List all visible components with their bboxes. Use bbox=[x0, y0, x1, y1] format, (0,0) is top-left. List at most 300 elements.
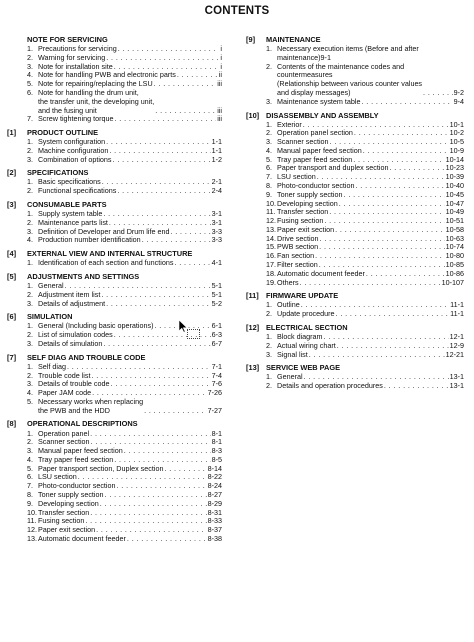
dot-leader bbox=[363, 147, 449, 156]
entry-number: 18. bbox=[266, 268, 276, 278]
entry-page-number: i bbox=[220, 52, 222, 62]
entry-number: 13. bbox=[27, 533, 37, 543]
dot-leader bbox=[320, 235, 445, 244]
toc-entry[interactable] bbox=[27, 187, 222, 196]
dot-leader bbox=[127, 535, 207, 544]
toc-section bbox=[7, 168, 222, 196]
entry-page-number: 8-37 bbox=[207, 525, 222, 535]
dot-leader bbox=[354, 129, 449, 138]
entry-label: Manual paper feed section bbox=[38, 446, 123, 456]
toc-section bbox=[7, 419, 222, 543]
entry-label: Screw tightening torque bbox=[38, 114, 114, 124]
entry-number: 11. bbox=[266, 207, 276, 217]
entry-label: Functional specifications bbox=[38, 186, 117, 196]
entry-page-number: 8-33 bbox=[207, 516, 222, 526]
entry-page-number: 10-45 bbox=[445, 189, 464, 199]
dot-leader bbox=[117, 187, 210, 196]
section-number: [6] bbox=[7, 312, 17, 322]
entry-label: Actual wiring chart bbox=[277, 340, 336, 350]
toc-entry[interactable] bbox=[266, 310, 464, 319]
entry-label: Combination of options bbox=[38, 154, 112, 164]
toc-section bbox=[7, 272, 222, 308]
section-heading[interactable] bbox=[246, 363, 464, 372]
section-title: ELECTRICAL SECTION bbox=[266, 322, 348, 332]
entry-label: Maintenance parts list bbox=[38, 217, 108, 227]
entry-label: Trouble code list bbox=[38, 370, 91, 380]
entry-label: Paper exit section bbox=[38, 525, 96, 535]
entry-number: 2. bbox=[266, 128, 272, 138]
entry-label: Tray paper feed section bbox=[277, 154, 353, 164]
entry-label: General bbox=[277, 372, 303, 382]
section-number bbox=[7, 35, 27, 44]
dot-leader bbox=[101, 291, 210, 300]
entry-number: 1. bbox=[27, 321, 33, 331]
entry-page-number: 6-3 bbox=[211, 330, 222, 340]
toc-right-column bbox=[246, 35, 464, 395]
entry-page-number: 13-1 bbox=[449, 381, 464, 391]
entry-number: 2. bbox=[27, 330, 33, 340]
selection-box bbox=[187, 329, 200, 339]
entry-label: Fusing section bbox=[38, 516, 85, 526]
entry-page-number: 6-1 bbox=[211, 321, 222, 331]
entry-number: 6. bbox=[27, 472, 33, 482]
dot-leader bbox=[174, 259, 210, 268]
dot-leader bbox=[100, 500, 207, 509]
dot-leader bbox=[142, 236, 211, 245]
entry-page-number: 13-1 bbox=[449, 372, 464, 382]
entry-label: Block diagram bbox=[277, 332, 323, 341]
entry-label: Operation panel section bbox=[277, 128, 353, 138]
entry-number: 12. bbox=[266, 216, 276, 226]
dot-leader bbox=[90, 509, 206, 518]
entry-page-number: 3-1 bbox=[211, 209, 222, 219]
entry-label: Scanner section bbox=[277, 137, 329, 147]
entry-page-number: 8-5 bbox=[211, 454, 222, 464]
entry-number: 3. bbox=[27, 226, 33, 236]
section-title: EXTERNAL VIEW AND INTERNAL STRUCTURE bbox=[27, 249, 193, 259]
entry-page-number: 12-9 bbox=[449, 340, 464, 350]
entry-number: 1. bbox=[27, 209, 33, 219]
entry-page-number: 8-27 bbox=[207, 489, 222, 499]
entry-number: 1. bbox=[266, 44, 272, 54]
entry-number: 16. bbox=[266, 251, 276, 261]
entry-label: Scanner section bbox=[38, 437, 90, 447]
entry-number: 5. bbox=[27, 396, 33, 406]
entry-number: 3. bbox=[27, 338, 33, 348]
entry-page-number: iii bbox=[217, 79, 222, 89]
entry-number: 7. bbox=[266, 172, 272, 182]
entry-number: 5. bbox=[27, 463, 33, 473]
dot-leader bbox=[324, 333, 449, 342]
entry-page-number: 10-58 bbox=[445, 224, 464, 234]
entry-label: Details of simulation bbox=[38, 338, 103, 348]
dot-leader bbox=[111, 380, 211, 389]
toc-section bbox=[246, 35, 464, 107]
toc-section bbox=[246, 363, 464, 391]
entry-page-number: 8-1 bbox=[211, 428, 222, 438]
entry-page-number: 3-3 bbox=[211, 235, 222, 245]
entry-page-number: 9-2 bbox=[453, 87, 464, 97]
entry-page-number: 2-1 bbox=[211, 177, 222, 187]
dot-leader bbox=[164, 465, 206, 474]
dot-leader bbox=[85, 517, 206, 526]
toc-entry[interactable] bbox=[266, 45, 464, 63]
entry-label: Necessary works when replacing the PWB and the HDD bbox=[38, 396, 144, 415]
entry-page-number: 8-14 bbox=[207, 463, 222, 473]
entry-number: 4. bbox=[27, 70, 33, 80]
entry-number: 11. bbox=[27, 516, 37, 526]
entry-number: 7. bbox=[27, 114, 33, 124]
entry-label: Update procedure bbox=[277, 309, 335, 319]
entry-label: Warning for servicing bbox=[38, 52, 106, 62]
entry-number: 2. bbox=[27, 289, 33, 299]
entry-page-number: 10-14 bbox=[445, 154, 464, 164]
entry-number: 1. bbox=[27, 361, 33, 371]
section-number: [9] bbox=[246, 35, 256, 44]
entry-page-number: 10-107 bbox=[441, 277, 464, 287]
entry-label: Necessary execution items (Before and after maintenance)9-1 bbox=[277, 44, 419, 62]
entry-label: Exterior bbox=[277, 119, 302, 129]
entry-page-number: 8-22 bbox=[207, 472, 222, 482]
toc-entry[interactable] bbox=[27, 300, 222, 309]
section-heading[interactable] bbox=[7, 35, 222, 44]
entry-label: Signal list bbox=[277, 349, 308, 359]
section-title: NOTE FOR SERVICING bbox=[27, 35, 108, 44]
entry-number: 4. bbox=[27, 388, 33, 398]
entry-number: 2. bbox=[27, 52, 33, 62]
entry-label: Details and operation procedures bbox=[277, 381, 383, 391]
dot-leader bbox=[300, 279, 441, 288]
section-number: [8] bbox=[7, 419, 17, 429]
section-heading[interactable] bbox=[7, 249, 222, 258]
section-title: SIMULATION bbox=[27, 312, 73, 322]
toc-section bbox=[246, 291, 464, 319]
entry-number: 3. bbox=[27, 379, 33, 389]
section-title: DISASSEMBLY AND ASSEMBLY bbox=[266, 110, 379, 120]
entry-page-number: 10-1 bbox=[449, 119, 464, 129]
dot-leader bbox=[144, 407, 207, 416]
entry-page-number: 8-29 bbox=[207, 498, 222, 508]
entry-number: 19. bbox=[266, 277, 276, 287]
toc-entry[interactable] bbox=[27, 236, 222, 245]
entry-page-number: 10-40 bbox=[445, 181, 464, 190]
entry-label: Paper exit section bbox=[277, 224, 335, 234]
section-number: [7] bbox=[7, 352, 17, 362]
section-number: [13] bbox=[246, 363, 260, 373]
section-number: [5] bbox=[7, 272, 17, 281]
entry-number: 1. bbox=[266, 300, 272, 310]
entry-page-number: 10-74 bbox=[445, 242, 464, 252]
entry-label: Developing section bbox=[38, 498, 99, 508]
entry-page-number: 3-3 bbox=[211, 226, 222, 236]
entry-label: List of simulation codes bbox=[38, 330, 113, 340]
entry-label: Operation panel bbox=[38, 428, 90, 438]
entry-page-number: 11-1 bbox=[450, 300, 464, 310]
entry-number: 1. bbox=[266, 332, 272, 341]
entry-label: Manual paper feed section bbox=[277, 145, 362, 155]
toc-section bbox=[7, 249, 222, 268]
section-title: SPECIFICATIONS bbox=[27, 168, 89, 178]
dot-leader bbox=[117, 482, 207, 491]
section-heading[interactable] bbox=[7, 128, 222, 137]
section-heading[interactable] bbox=[7, 353, 222, 362]
entry-label: General bbox=[38, 281, 64, 291]
section-title: SERVICE WEB PAGE bbox=[266, 363, 341, 373]
entry-label: Definition of Developer and Drum life end bbox=[38, 226, 170, 236]
dot-leader bbox=[106, 138, 210, 147]
entry-number: 3. bbox=[27, 298, 33, 308]
entry-number: 1. bbox=[27, 44, 33, 54]
entry-number: 1. bbox=[27, 428, 33, 438]
section-number: [2] bbox=[7, 168, 17, 178]
dot-leader bbox=[115, 115, 217, 124]
section-heading[interactable] bbox=[7, 312, 222, 321]
dot-leader bbox=[90, 430, 210, 439]
entry-number: 2. bbox=[27, 370, 33, 380]
dot-leader bbox=[336, 310, 450, 319]
entry-number: 1. bbox=[266, 372, 272, 382]
toc-entry[interactable] bbox=[27, 398, 222, 416]
entry-number: 13. bbox=[266, 224, 276, 234]
entry-label: Basic specifications bbox=[38, 177, 101, 187]
entry-label: PWB section bbox=[277, 242, 319, 252]
entry-number: 2. bbox=[27, 145, 33, 155]
toc-entry[interactable] bbox=[27, 115, 222, 124]
toc-left-column bbox=[7, 35, 222, 548]
entry-page-number: 10-2 bbox=[449, 128, 464, 138]
toc-entry[interactable] bbox=[266, 351, 464, 360]
toc-entry[interactable] bbox=[266, 279, 464, 288]
section-title: CONSUMABLE PARTS bbox=[27, 200, 107, 210]
entry-number: 7. bbox=[27, 481, 33, 491]
entry-label: LSU section bbox=[38, 472, 77, 482]
entry-number: 4. bbox=[27, 454, 33, 464]
section-heading[interactable] bbox=[7, 168, 222, 177]
section-heading[interactable] bbox=[7, 200, 222, 209]
entry-number: 17. bbox=[266, 260, 276, 270]
entry-number: 2. bbox=[266, 340, 272, 350]
entry-number: 3. bbox=[266, 349, 272, 359]
toc-section bbox=[7, 35, 222, 124]
entry-label: Others bbox=[277, 277, 299, 287]
entry-number: 1. bbox=[27, 258, 33, 268]
entry-number: 10. bbox=[27, 507, 37, 517]
entry-label: Automatic document feeder bbox=[38, 533, 126, 543]
dot-leader bbox=[109, 147, 210, 156]
entry-number: 3. bbox=[266, 96, 272, 106]
entry-label: Transfer section bbox=[38, 507, 90, 517]
entry-page-number: 12-1 bbox=[449, 332, 464, 341]
dot-leader bbox=[356, 182, 445, 191]
entry-page-number: iii bbox=[217, 114, 222, 124]
entry-number: 9. bbox=[27, 498, 33, 508]
dot-leader bbox=[384, 382, 449, 391]
entry-page-number: 7-4 bbox=[211, 370, 222, 380]
entry-page-number: 10-51 bbox=[445, 216, 464, 226]
entry-number: 2. bbox=[27, 217, 33, 227]
entry-page-number: i bbox=[220, 44, 222, 54]
entry-page-number: 7-26 bbox=[207, 388, 222, 398]
toc-entry[interactable] bbox=[27, 259, 222, 268]
entry-number: 8. bbox=[266, 181, 272, 190]
entry-page-number: 10-23 bbox=[445, 163, 464, 173]
entry-number: 5. bbox=[27, 79, 33, 89]
entry-label: Maintenance system table bbox=[277, 96, 361, 106]
entry-label: Note for handling the drum unit, the transfer unit, the developing unit, and the fusing unit bbox=[38, 87, 155, 115]
entry-page-number: 12-21 bbox=[445, 349, 464, 359]
entry-label: Identification of each section and functions bbox=[38, 258, 174, 268]
entry-label: Note for installation site bbox=[38, 61, 113, 71]
section-number: [3] bbox=[7, 200, 17, 210]
entry-page-number: iii bbox=[217, 105, 222, 115]
toc-entry[interactable] bbox=[27, 340, 222, 349]
entry-number: 4. bbox=[266, 145, 272, 155]
dot-leader bbox=[319, 243, 444, 252]
entry-label: General (Including basic operations) bbox=[38, 321, 154, 331]
dot-leader bbox=[324, 217, 444, 226]
entry-number: 5. bbox=[266, 154, 272, 164]
dot-leader bbox=[315, 252, 444, 261]
toc-entry[interactable] bbox=[27, 535, 222, 544]
section-number: [4] bbox=[7, 249, 17, 259]
toc-entry[interactable] bbox=[266, 63, 464, 98]
dot-leader bbox=[113, 156, 211, 165]
dot-leader bbox=[389, 164, 444, 173]
toc-entry[interactable] bbox=[27, 156, 222, 165]
entry-page-number: 10-86 bbox=[445, 268, 464, 278]
section-heading[interactable] bbox=[246, 291, 464, 300]
entry-number: 9. bbox=[266, 189, 272, 199]
section-number: [1] bbox=[7, 128, 17, 138]
entry-label: Photo-conductor section bbox=[277, 181, 355, 190]
entry-page-number: 1-2 bbox=[211, 154, 222, 164]
entry-number: 1. bbox=[27, 137, 33, 147]
dot-leader bbox=[309, 351, 445, 360]
dot-leader bbox=[154, 80, 217, 89]
entry-page-number: 1-1 bbox=[211, 145, 222, 155]
entry-number: 1. bbox=[266, 119, 272, 129]
section-heading[interactable] bbox=[7, 272, 222, 281]
entry-page-number: 4-1 bbox=[211, 258, 222, 268]
entry-label: Details of adjustment bbox=[38, 298, 106, 308]
toc-entry[interactable] bbox=[266, 98, 464, 107]
entry-page-number: 10-63 bbox=[445, 233, 464, 243]
entry-page-number: 5-1 bbox=[211, 281, 222, 291]
entry-number: 4. bbox=[27, 235, 33, 245]
dot-leader bbox=[339, 200, 445, 209]
entry-page-number: 10-5 bbox=[449, 137, 464, 147]
entry-page-number: 8-38 bbox=[207, 533, 222, 543]
page-title: CONTENTS bbox=[204, 5, 270, 17]
entry-label: Adjustment item list bbox=[38, 289, 101, 299]
toc-section bbox=[7, 200, 222, 245]
entry-number: 14. bbox=[266, 233, 276, 243]
dot-leader bbox=[337, 342, 449, 351]
entry-number: 3. bbox=[266, 137, 272, 147]
entry-page-number: ii bbox=[218, 70, 222, 80]
section-heading[interactable] bbox=[246, 111, 464, 120]
section-number: [12] bbox=[246, 322, 260, 332]
section-title: FIRMWARE UPDATE bbox=[266, 291, 339, 301]
entry-label: Details of trouble code bbox=[38, 379, 110, 389]
entry-page-number: 3-1 bbox=[211, 217, 222, 227]
entry-number: 2. bbox=[27, 437, 33, 447]
entry-label: Precautions for servicing bbox=[38, 44, 117, 54]
entry-number: 6. bbox=[27, 87, 33, 97]
dot-leader bbox=[105, 491, 207, 500]
entry-page-number: 7-1 bbox=[211, 361, 222, 371]
entry-label: Outline bbox=[277, 300, 300, 310]
entry-page-number: i bbox=[220, 61, 222, 71]
section-heading[interactable] bbox=[246, 35, 464, 44]
section-title: ADJUSTMENTS AND SETTINGS bbox=[27, 272, 140, 281]
entry-label: Contents of the maintenance codes and countermeasures (Relationship between various counter values and display messages) bbox=[277, 61, 423, 97]
entry-label: Fan section bbox=[277, 251, 315, 261]
section-number: [11] bbox=[246, 291, 259, 301]
entry-number: 6. bbox=[266, 163, 272, 173]
entry-page-number: 9-4 bbox=[453, 96, 464, 106]
dot-leader bbox=[155, 107, 216, 116]
dot-leader bbox=[106, 54, 219, 63]
section-title: SELF DIAG AND TROUBLE CODE bbox=[27, 352, 146, 362]
entry-label: Paper transport section, Duplex section bbox=[38, 463, 164, 473]
dot-leader bbox=[102, 178, 211, 187]
entry-number: 2. bbox=[27, 186, 33, 196]
entry-number: 3. bbox=[27, 446, 33, 456]
toc-entry[interactable] bbox=[266, 382, 464, 391]
section-title: MAINTENANCE bbox=[266, 35, 321, 44]
entry-page-number: 10-9 bbox=[449, 145, 464, 155]
toc-entry[interactable] bbox=[27, 89, 222, 115]
entry-page-number: 8-31 bbox=[207, 507, 222, 517]
entry-page-number: 10-47 bbox=[445, 198, 464, 208]
entry-page-number: 8-3 bbox=[211, 446, 222, 456]
section-title: OPERATIONAL DESCRIPTIONS bbox=[27, 419, 138, 429]
dot-leader bbox=[103, 210, 210, 219]
entry-number: 1. bbox=[27, 281, 33, 291]
dot-leader bbox=[423, 89, 453, 98]
entry-label: LSU section bbox=[277, 172, 316, 182]
entry-label: Filter section bbox=[277, 260, 318, 270]
entry-number: 3. bbox=[27, 61, 33, 71]
section-heading[interactable] bbox=[7, 419, 222, 428]
dot-leader bbox=[335, 226, 444, 235]
toc-section bbox=[7, 353, 222, 416]
entry-number: 10. bbox=[266, 198, 276, 208]
entry-label: Fusing section bbox=[277, 216, 324, 226]
entry-label: Paper transport and duplex section bbox=[277, 163, 389, 173]
section-title: PRODUCT OUTLINE bbox=[27, 128, 99, 138]
entry-label: Transfer section bbox=[277, 207, 329, 217]
entry-number: 1. bbox=[27, 177, 33, 187]
entry-number: 2. bbox=[266, 309, 272, 319]
section-heading[interactable] bbox=[246, 323, 464, 332]
entry-page-number: 8-24 bbox=[207, 481, 222, 491]
entry-page-number: 10-49 bbox=[445, 207, 464, 217]
entry-number: 3. bbox=[27, 154, 33, 164]
entry-label: Toner supply section bbox=[277, 189, 343, 199]
entry-number: 12. bbox=[27, 525, 37, 535]
entry-label: Supply system table bbox=[38, 209, 103, 219]
entry-label: Note for repairing/replacing the LSU bbox=[38, 79, 153, 89]
entry-page-number: 7-27 bbox=[207, 405, 222, 415]
entry-page-number: 5-2 bbox=[211, 298, 222, 308]
dot-leader bbox=[362, 98, 453, 107]
entry-label: System configuration bbox=[38, 137, 106, 147]
section-number: [10] bbox=[246, 110, 260, 120]
entry-label: Automatic document feeder bbox=[277, 268, 365, 278]
entry-number: 15. bbox=[266, 242, 276, 252]
